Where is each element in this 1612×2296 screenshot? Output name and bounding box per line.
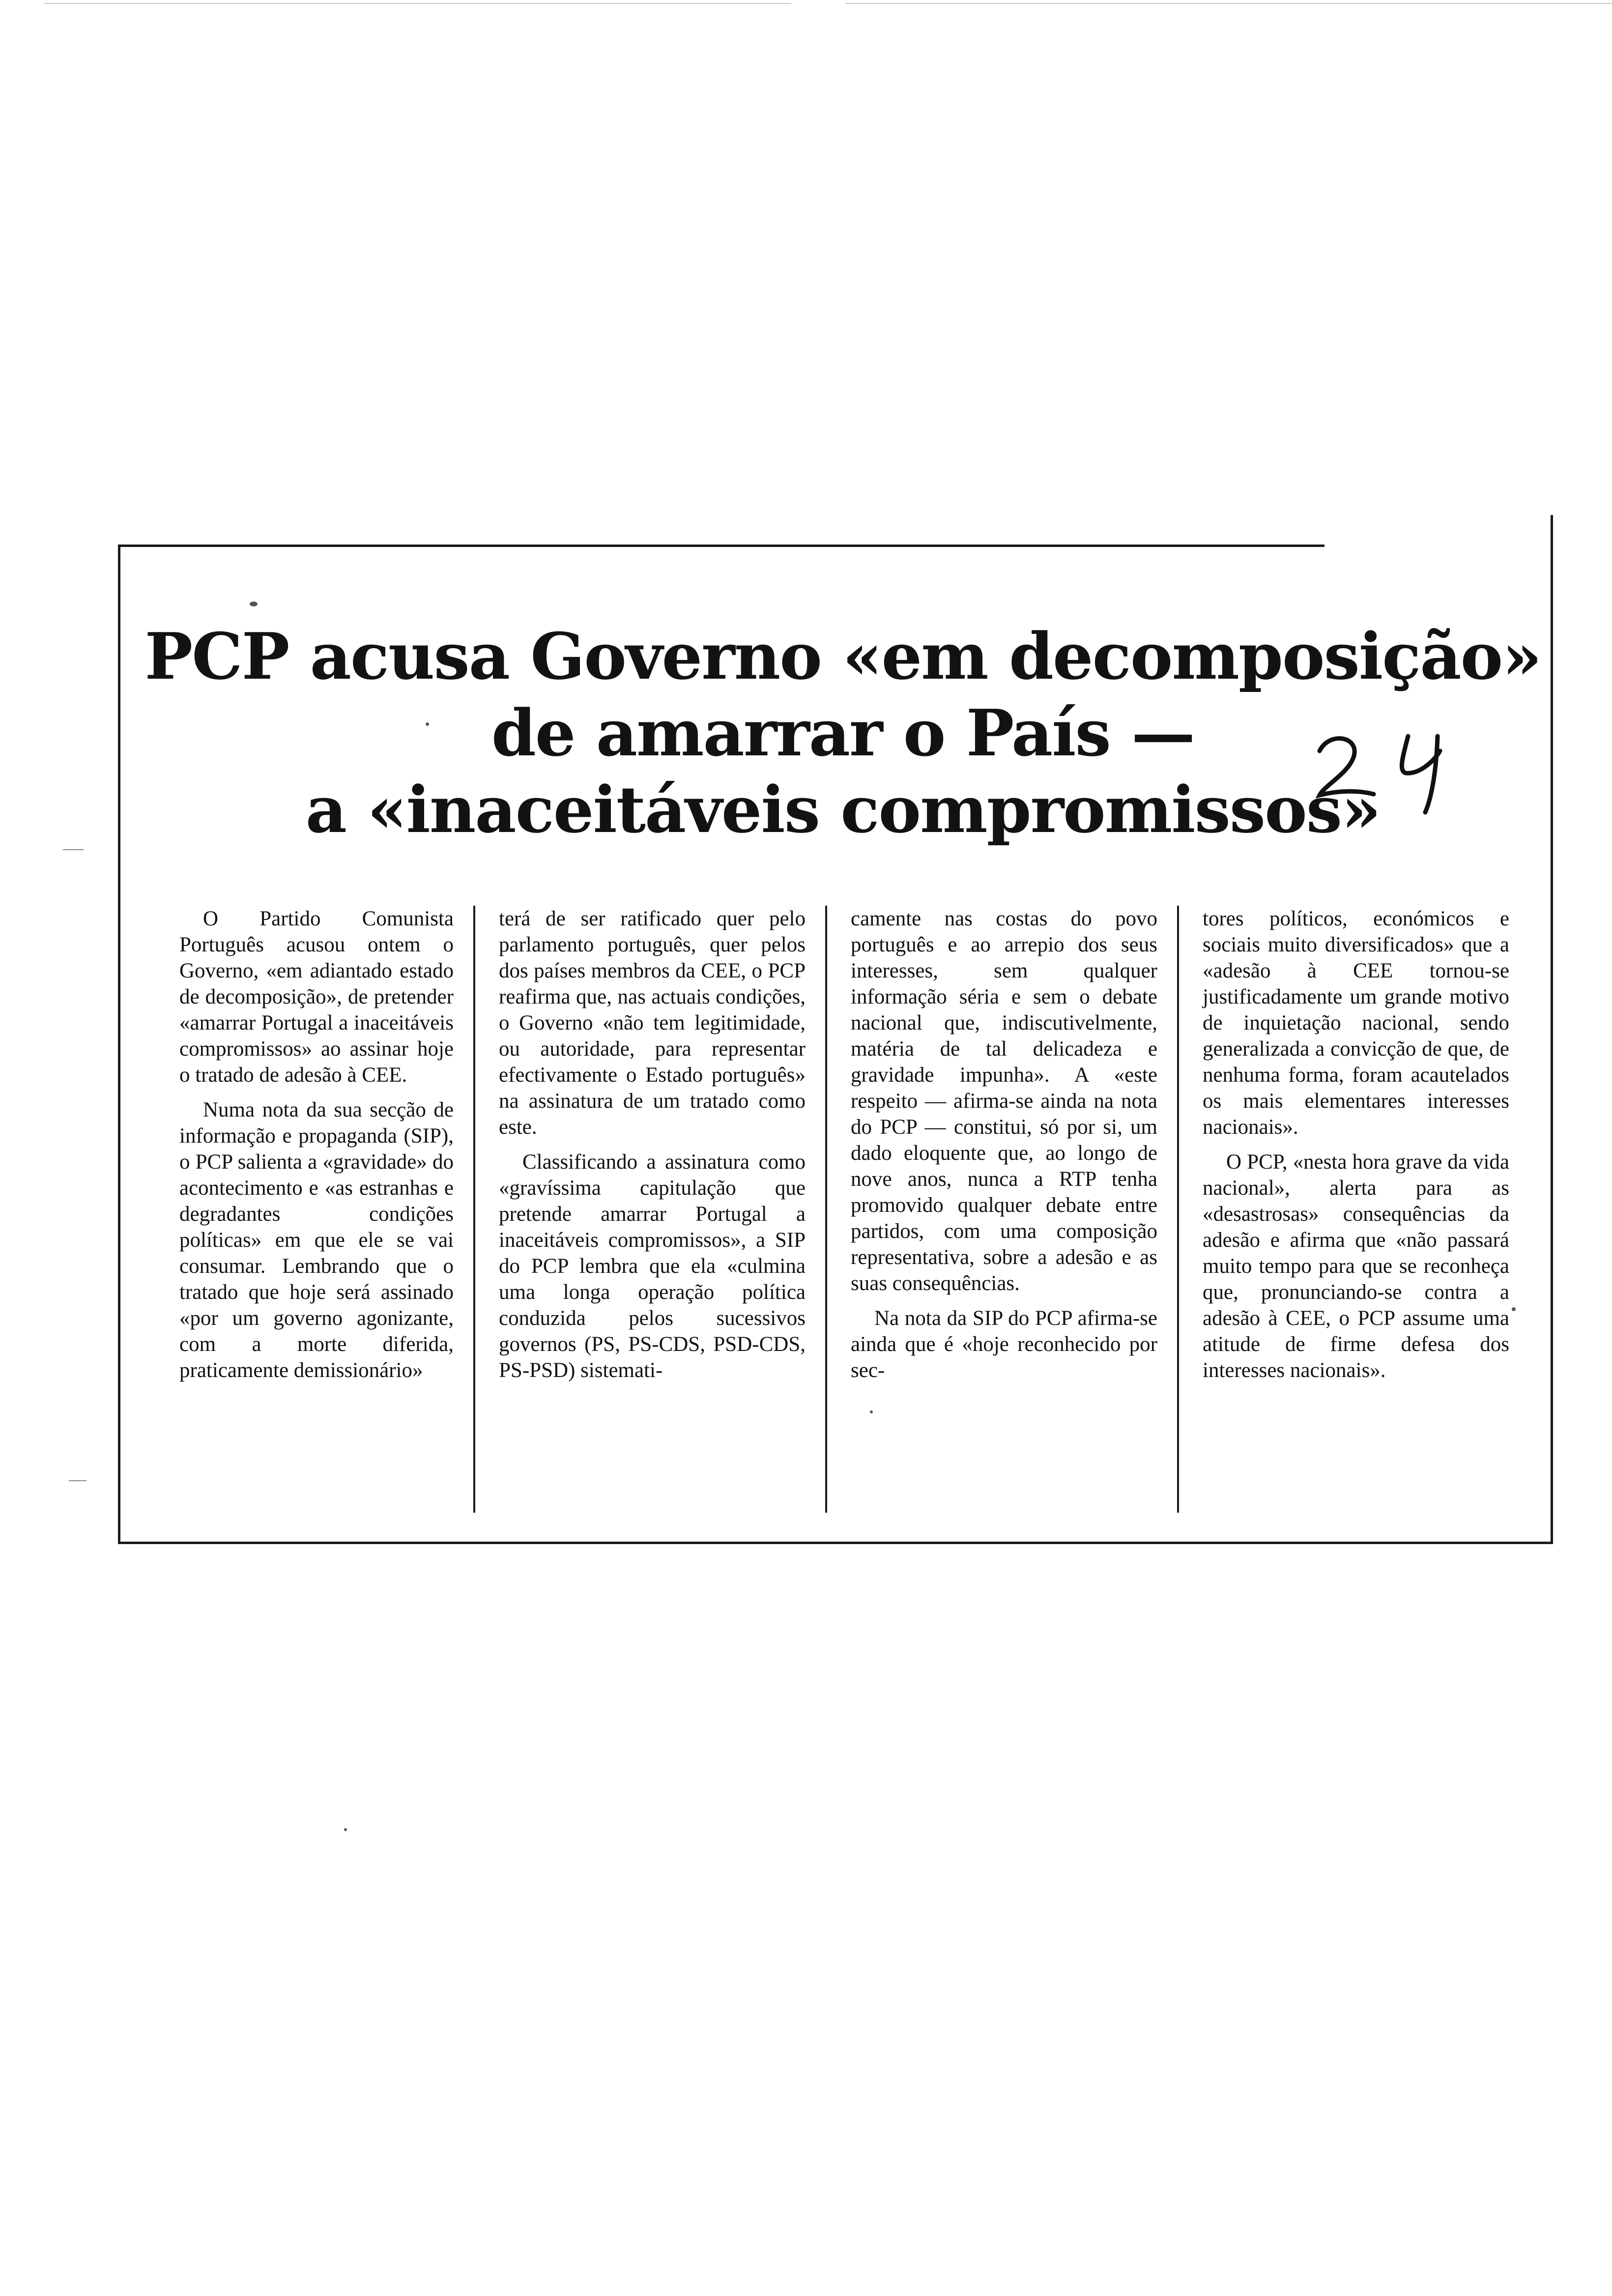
column-divider xyxy=(473,906,475,1513)
headline-line-3: a «inaceitáveis compromissos» xyxy=(305,772,1381,847)
column-divider xyxy=(825,906,827,1513)
clipping-top-rule xyxy=(120,545,1324,547)
headline-line-2: de amarrar o País — xyxy=(491,695,1195,771)
scan-edge-line-right xyxy=(845,3,1612,4)
scan-edge-line-left xyxy=(44,3,791,4)
column-4 xyxy=(1177,906,1529,1515)
headline-line-1: PCP acusa Governo «em decomposição» xyxy=(144,619,1541,694)
paragraph: Na nota da SIP do PCP afirma-se ainda que é «hoje reconhecido por sec- xyxy=(851,1307,1157,1382)
article-body xyxy=(154,906,1530,1515)
paragraph: O PCP, «nesta hora grave da vida nacional», alerta para as «desastrosas» consequências da adesão e afirma que «não passará muito tempo para que se reconheça que, pronunciando-se contra a adesão à CEE, o PCP assume uma atitude de firme defesa dos interesses nacionais». xyxy=(1203,1150,1509,1382)
column-3 xyxy=(825,906,1177,1515)
scan-mark-left xyxy=(69,1480,86,1481)
paragraph: Classificando a assinatura como «gravíssima capitulação que pretende amarrar Portugal a inaceitáveis compromissos», a SIP do PCP lembra que ela «culmina uma longa operação política conduzida pelos sucessivos governos (PS, PS-CDS, PSD-CDS, PS-PSD) sistemati- xyxy=(499,1150,806,1382)
clipping-corner-tick xyxy=(1551,515,1553,545)
paragraph: camente nas costas do povo português e ao arrepio dos seus interesses, sem qualquer informação séria e sem o debate nacional que, indiscutivelmente, matéria de tal delicadeza e gravidade impunha». A «este respeito — afirma-se ainda na nota do PCP — constitui, só por si, um dado eloquente que, ao longo de nove anos, nunca a RTP tenha promovido qualquer debate entre partidos, com uma composição representativa, sobre a adesão e as suas consequências. xyxy=(851,907,1157,1295)
paragraph: O Partido Comunista Português acusou ontem o Governo, «em adiantado estado de decomposição», de pretender «amarrar Portugal a inaceitáveis compromissos» ao assinar hoje o tratado de adesão à CEE. xyxy=(179,907,454,1087)
scan-speck xyxy=(344,1828,347,1831)
newspaper-clipping xyxy=(118,545,1553,1544)
paragraph: tores políticos, económicos e sociais muito diversificados» que a «adesão à CEE tornou-se justificadamente um grande motivo de inquietação nacional, sendo generalizada a convicção de que, de nenhuma forma, foram acautelados os mais elementares interesses nacionais». xyxy=(1203,907,1509,1139)
scan-mark-left xyxy=(63,849,84,850)
paragraph: Numa nota da sua secção de informação e propaganda (SIP), o PCP salienta a «gravidade» do acontecimento e «as estranhas e degradantes condições políticas» em que ele se vai consumar. Lembrando que o tratado que hoje será assinado «por um governo agonizante, com a morte diferida, praticamente demissionário» xyxy=(179,1098,454,1382)
paragraph: terá de ser ratificado quer pelo parlamento português, quer pelos dos países membros da CEE, o PCP reafirma que, nas actuais condições, o Governo «não tem legitimidade, ou autoridade, para representar efectivamente o Estado português» na assinatura de um tratado como este. xyxy=(499,907,806,1139)
column-1 xyxy=(154,906,473,1515)
column-2 xyxy=(473,906,825,1515)
handwritten-annotation xyxy=(1300,717,1477,815)
column-divider xyxy=(1177,906,1179,1513)
